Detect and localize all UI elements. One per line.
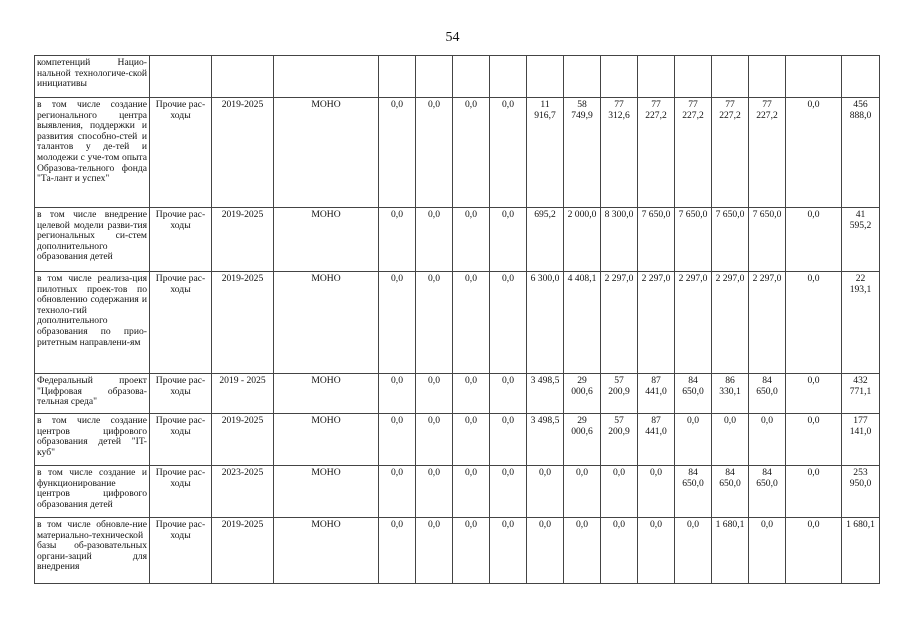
- value-cell: 0,0: [564, 466, 601, 518]
- value-cell: 0,0: [416, 208, 453, 272]
- executor-cell: МОНО: [274, 518, 379, 584]
- value-cell: 2 297,0: [638, 272, 675, 374]
- period-cell: 2019-2025: [212, 98, 274, 208]
- value-cell: [379, 56, 416, 98]
- expense-type-cell: Прочие рас-ходы: [150, 272, 212, 374]
- value-cell: 0,0: [453, 208, 490, 272]
- value-cell: 84 650,0: [712, 466, 749, 518]
- value-cell: 57 200,9: [601, 414, 638, 466]
- period-cell: 2019-2025: [212, 518, 274, 584]
- value-cell: 0,0: [379, 518, 416, 584]
- expense-type-cell: Прочие рас-ходы: [150, 466, 212, 518]
- value-cell: [601, 56, 638, 98]
- value-cell: [638, 56, 675, 98]
- value-cell: 11 916,7: [527, 98, 564, 208]
- row-name-cell: в том числе создание центров цифрового образования детей "IT-куб": [35, 414, 150, 466]
- row-name-cell: в том числе реализа-ция пилотных проек-тов по обновлению содержания и техноло-гий дополнительного образования по прио-ритетным направлени-ям: [35, 272, 150, 374]
- value-cell: 0,0: [527, 466, 564, 518]
- table-row: [35, 414, 880, 466]
- value-cell: [490, 56, 527, 98]
- total-cell: 432 771,1: [842, 374, 880, 414]
- value-cell: 0,0: [564, 518, 601, 584]
- value-cell: 0,0: [712, 414, 749, 466]
- value-cell: 29 000,6: [564, 414, 601, 466]
- value-cell: 0,0: [453, 374, 490, 414]
- value-cell: 0,0: [379, 272, 416, 374]
- value-cell: 0,0: [379, 374, 416, 414]
- value-cell: [416, 56, 453, 98]
- value-cell: 58 749,9: [564, 98, 601, 208]
- value-cell: 0,0: [601, 518, 638, 584]
- period-cell: 2019-2025: [212, 272, 274, 374]
- period-cell: [212, 56, 274, 98]
- value-cell: [453, 56, 490, 98]
- value-cell: 77 227,2: [712, 98, 749, 208]
- value-cell: [527, 56, 564, 98]
- value-cell: 2 297,0: [601, 272, 638, 374]
- executor-cell: МОНО: [274, 466, 379, 518]
- value-cell: 0,0: [527, 518, 564, 584]
- total-cell: 1 680,1: [842, 518, 880, 584]
- value-cell: 84 650,0: [675, 374, 712, 414]
- value-cell: 0,0: [379, 466, 416, 518]
- row-name-cell: в том числе создание регионального центра выявления, поддержки и развития способно-стей и талантов у де-тей и молодежи с уче-том опыта Образова-тельного фонда "Та-лант и успех": [35, 98, 150, 208]
- executor-cell: МОНО: [274, 414, 379, 466]
- value-cell: 0,0: [675, 518, 712, 584]
- expense-type-cell: Прочие рас-ходы: [150, 414, 212, 466]
- value-cell: 0,0: [453, 414, 490, 466]
- value-cell: 77 312,6: [601, 98, 638, 208]
- executor-cell: МОНО: [274, 272, 379, 374]
- value-cell: 0,0: [416, 414, 453, 466]
- value-cell: 0,0: [490, 466, 527, 518]
- expense-type-cell: Прочие рас-ходы: [150, 208, 212, 272]
- total-cell: 22 193,1: [842, 272, 880, 374]
- value-cell: 0,0: [786, 208, 842, 272]
- expense-type-cell: Прочие рас-ходы: [150, 374, 212, 414]
- table-row: [35, 98, 880, 208]
- value-cell: [564, 56, 601, 98]
- value-cell: 2 297,0: [749, 272, 786, 374]
- value-cell: 0,0: [638, 466, 675, 518]
- period-cell: 2023-2025: [212, 466, 274, 518]
- value-cell: 2 297,0: [712, 272, 749, 374]
- value-cell: 0,0: [786, 272, 842, 374]
- value-cell: 77 227,2: [638, 98, 675, 208]
- value-cell: 29 000,6: [564, 374, 601, 414]
- value-cell: 3 498,5: [527, 374, 564, 414]
- table-row: [35, 56, 880, 98]
- executor-cell: МОНО: [274, 374, 379, 414]
- table-row: [35, 518, 880, 584]
- value-cell: 87 441,0: [638, 414, 675, 466]
- value-cell: 7 650,0: [749, 208, 786, 272]
- table-row: [35, 208, 880, 272]
- value-cell: 0,0: [453, 98, 490, 208]
- value-cell: 86 330,1: [712, 374, 749, 414]
- value-cell: 0,0: [490, 272, 527, 374]
- value-cell: 0,0: [416, 518, 453, 584]
- value-cell: 3 498,5: [527, 414, 564, 466]
- value-cell: 0,0: [786, 414, 842, 466]
- value-cell: 77 227,2: [749, 98, 786, 208]
- value-cell: 0,0: [675, 414, 712, 466]
- row-name-cell: в том числе создание и функционирование центров цифрового образования детей: [35, 466, 150, 518]
- value-cell: 1 680,1: [712, 518, 749, 584]
- total-cell: [842, 56, 880, 98]
- expense-type-cell: [150, 56, 212, 98]
- executor-cell: МОНО: [274, 208, 379, 272]
- value-cell: 87 441,0: [638, 374, 675, 414]
- total-cell: 253 950,0: [842, 466, 880, 518]
- value-cell: 0,0: [490, 98, 527, 208]
- value-cell: 0,0: [638, 518, 675, 584]
- value-cell: 0,0: [416, 98, 453, 208]
- value-cell: 0,0: [453, 518, 490, 584]
- row-name-cell: компетенций Нацио-нальной технологиче-ской инициативы: [35, 56, 150, 98]
- value-cell: [786, 56, 842, 98]
- value-cell: 7 650,0: [712, 208, 749, 272]
- period-cell: 2019-2025: [212, 414, 274, 466]
- period-cell: 2019-2025: [212, 208, 274, 272]
- row-name-cell: в том числе обновле-ние материально-технической базы об-разовательных органи-заций для внедрения: [35, 518, 150, 584]
- value-cell: 84 650,0: [749, 374, 786, 414]
- budget-table: [34, 55, 880, 584]
- table-row: [35, 374, 880, 414]
- value-cell: [675, 56, 712, 98]
- value-cell: 0,0: [453, 466, 490, 518]
- total-cell: 177 141,0: [842, 414, 880, 466]
- value-cell: 0,0: [786, 466, 842, 518]
- value-cell: 0,0: [601, 466, 638, 518]
- value-cell: 0,0: [490, 518, 527, 584]
- value-cell: 0,0: [416, 272, 453, 374]
- value-cell: 7 650,0: [675, 208, 712, 272]
- value-cell: 0,0: [416, 374, 453, 414]
- executor-cell: [274, 56, 379, 98]
- executor-cell: МОНО: [274, 98, 379, 208]
- page-number: 54: [445, 30, 460, 45]
- value-cell: 84 650,0: [675, 466, 712, 518]
- expense-type-cell: Прочие рас-ходы: [150, 98, 212, 208]
- value-cell: 84 650,0: [749, 466, 786, 518]
- value-cell: 77 227,2: [675, 98, 712, 208]
- row-name-cell: в том числе внедрение целевой модели разви-тия региональных си-стем дополнительного образования детей: [35, 208, 150, 272]
- expense-type-cell: Прочие рас-ходы: [150, 518, 212, 584]
- value-cell: 0,0: [379, 98, 416, 208]
- value-cell: 57 200,9: [601, 374, 638, 414]
- value-cell: 4 408,1: [564, 272, 601, 374]
- value-cell: 8 300,0: [601, 208, 638, 272]
- total-cell: 456 888,0: [842, 98, 880, 208]
- value-cell: 0,0: [786, 374, 842, 414]
- value-cell: 0,0: [786, 98, 842, 208]
- value-cell: 2 000,0: [564, 208, 601, 272]
- value-cell: 2 297,0: [675, 272, 712, 374]
- value-cell: 0,0: [379, 414, 416, 466]
- value-cell: 7 650,0: [638, 208, 675, 272]
- budget-table-body: [35, 56, 880, 584]
- value-cell: 0,0: [490, 374, 527, 414]
- table-row: [35, 272, 880, 374]
- value-cell: [712, 56, 749, 98]
- period-cell: 2019 - 2025: [212, 374, 274, 414]
- total-cell: 41 595,2: [842, 208, 880, 272]
- value-cell: 0,0: [379, 208, 416, 272]
- value-cell: 695,2: [527, 208, 564, 272]
- value-cell: [749, 56, 786, 98]
- value-cell: 0,0: [490, 414, 527, 466]
- value-cell: 0,0: [490, 208, 527, 272]
- table-row: [35, 466, 880, 518]
- row-name-cell: Федеральный проект "Цифровая образова-тельная среда": [35, 374, 150, 414]
- value-cell: 0,0: [749, 414, 786, 466]
- value-cell: 0,0: [786, 518, 842, 584]
- value-cell: 6 300,0: [527, 272, 564, 374]
- value-cell: 0,0: [453, 272, 490, 374]
- value-cell: 0,0: [416, 466, 453, 518]
- value-cell: 0,0: [749, 518, 786, 584]
